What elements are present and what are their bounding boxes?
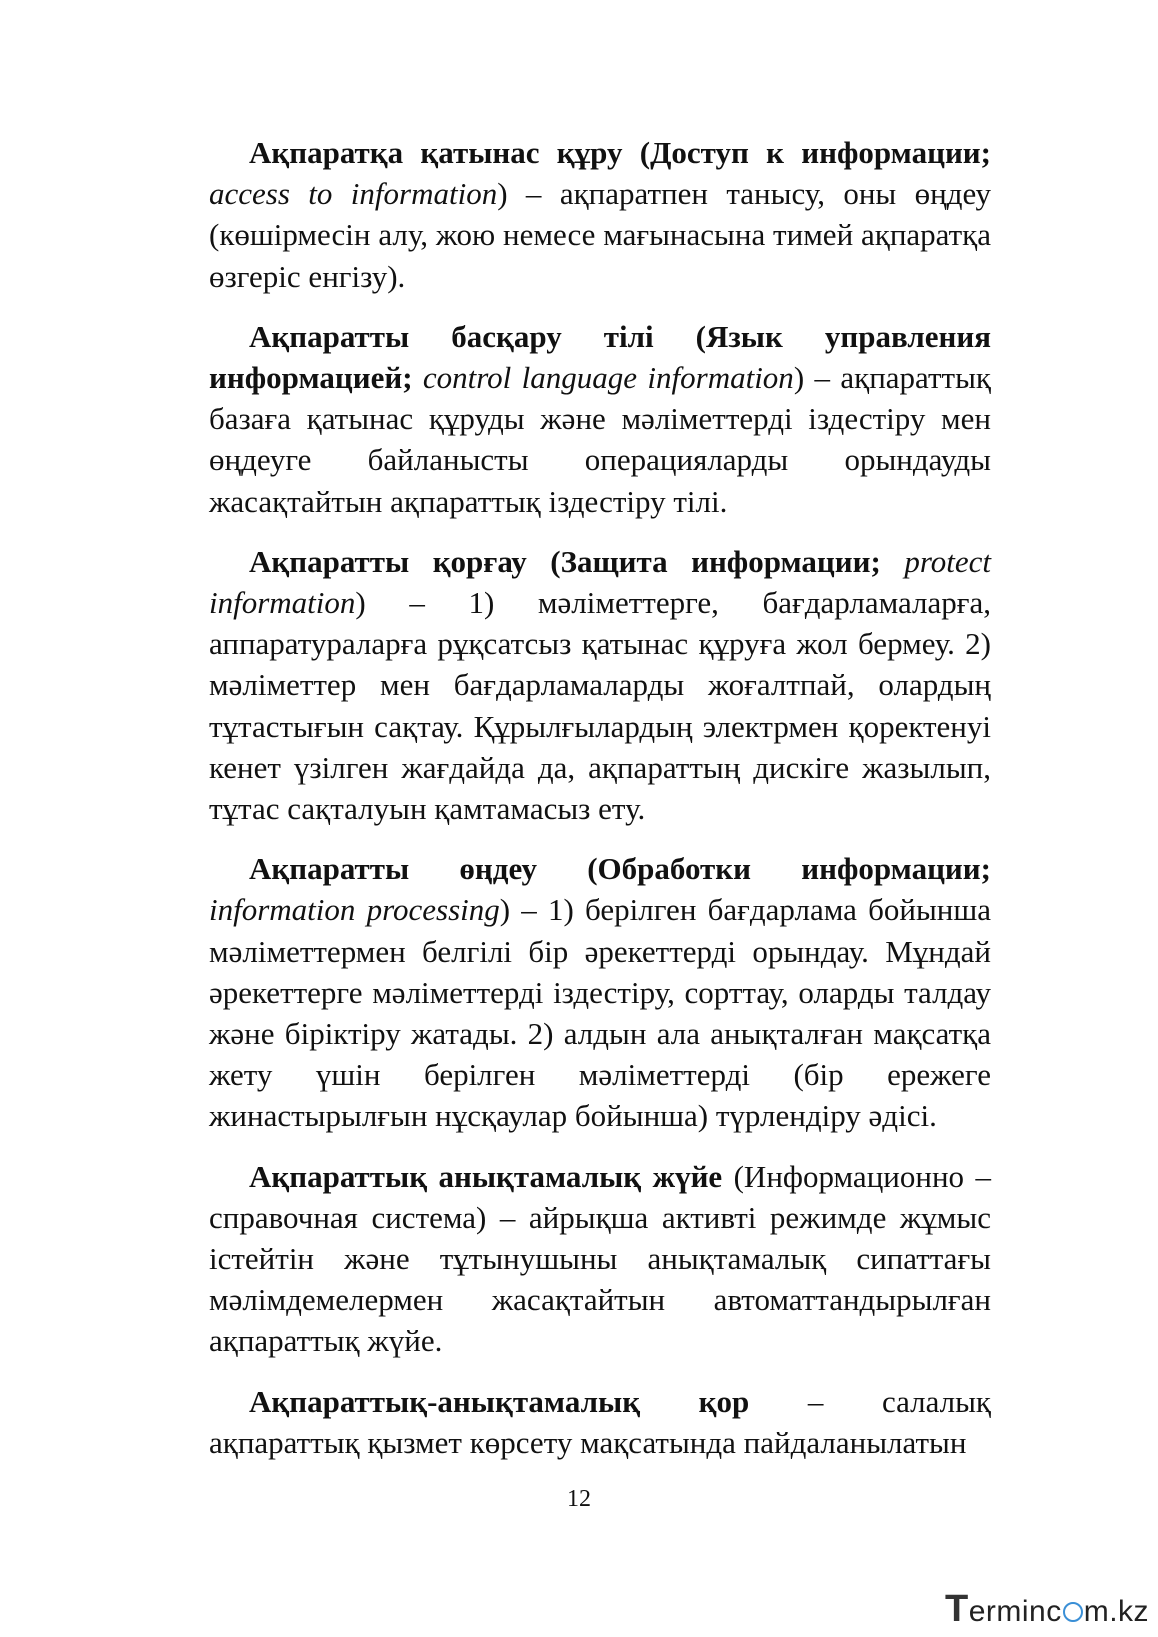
entry-definition: (Информационно – справочная система) – айрықша активті режимде жұмыс істейтін және тұтынушыны анықтамалық сипаттағы мәлімдемелермен жасақтайтын автоматтандырылған ақпараттық жүйе. [209, 1158, 991, 1359]
entry-definition: ) – 1) мәліметтерге, бағдарламаларға, аппаратураларға рұқсатсыз қатынас құруға жол бермеу. 2) мәліметтер мен бағдарламаларды жоғалтпай, олардың тұтастығын сақтау. Құрылғылардың электрмен қоректенуі кенет үзілген жағдайда да, ақпараттың дискіге жазылып, тұтас сақталуын қамтамасыз ету. [209, 585, 991, 827]
termincom-watermark-logo [945, 1588, 1149, 1631]
entry-definition: – салалық ақпараттық қызмет көрсету мақсатында пайдаланылатын [209, 1383, 991, 1460]
glossary-entry [209, 541, 991, 829]
watermark-text: erminc [968, 1595, 1062, 1628]
glossary-entry [209, 848, 991, 1136]
entry-definition: ) – 1) берілген бағдарлама бойынша мәліметтермен белгілі бір әрекеттерді орындау. Мұндай әрекеттерге мәліметтерді іздестіру, сорттау, оларды талдау және біріктіру жатады. 2) алдын ала анықталған мақсатқа жету үшін берілген мәліметтерді (бір ережеге жинастырылғын нұсқаулар бойынша) түрлендіру әдісі. [209, 892, 991, 1134]
entry-english-term: access to information [209, 176, 498, 212]
entry-english-term: protect information [209, 543, 991, 621]
glossary-content [209, 132, 991, 1482]
glossary-entry [209, 1381, 991, 1463]
entry-term: Ақпаратқа қатынас құру [249, 135, 623, 170]
glossary-entry [209, 316, 991, 522]
page-number: 12 [567, 1486, 591, 1512]
entry-russian-term: (Обработки информации; [536, 851, 991, 887]
glossary-entry [209, 1156, 991, 1362]
entry-definition: ) – ақпараттық базаға қатынас құруды және мәліметтерді іздестіру мен өңдеуге байланысты операцияларды орындауды жасақтайтын ақпараттық іздестіру тілі. [209, 360, 991, 519]
entry-russian-term: (Доступ к информации; [622, 135, 991, 170]
entry-term: Ақпаратты өңдеу [249, 851, 537, 887]
watermark-text: m.kz [1083, 1595, 1150, 1628]
entry-russian-term: (Защита информации; [526, 543, 905, 579]
entry-term: Ақпараттық анықтамалық жүйе [249, 1158, 723, 1194]
entry-english-term: information processing [209, 892, 500, 928]
entry-term: Ақпаратты қорғау [249, 543, 527, 579]
magnifier-o-icon [1063, 1602, 1083, 1622]
entry-english-term: control language information [422, 360, 794, 396]
glossary-entry [209, 132, 991, 297]
entry-term: Ақпараттық-анықтамалық қор [249, 1383, 750, 1419]
entry-term: Ақпаратты басқару тілі [249, 318, 654, 354]
entry-russian-term: (Язык управления информацией; [209, 318, 991, 396]
watermark-letter: T [945, 1588, 969, 1630]
entry-definition: ) – ақпаратпен танысу, оны өңдеу (көшірмесін алу, жою немесе мағынасына тимей ақпаратқа өзгеріс енгізу). [209, 176, 991, 294]
